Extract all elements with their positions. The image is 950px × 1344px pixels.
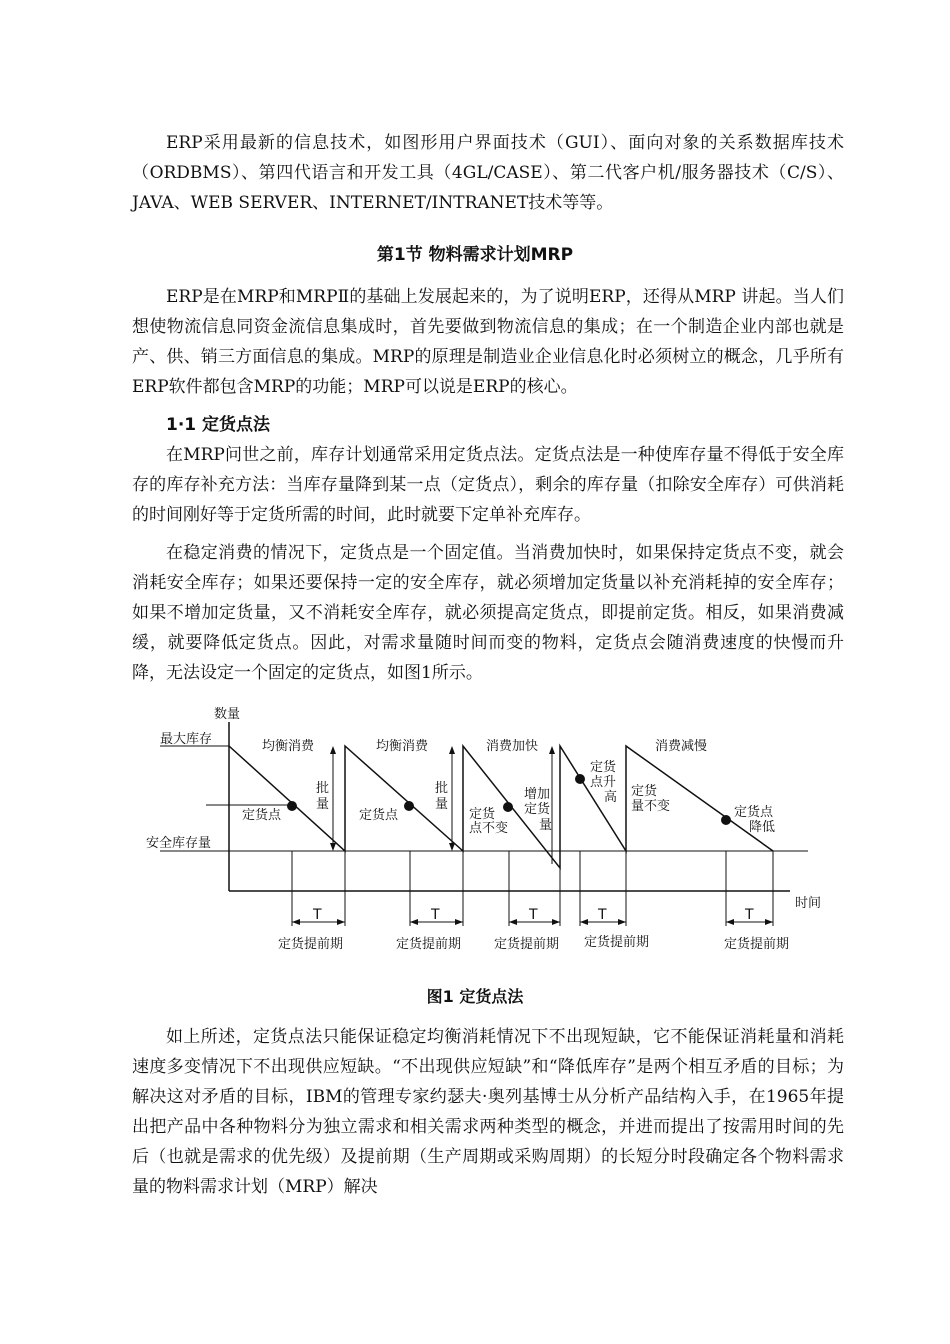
order-point-marker xyxy=(287,801,297,811)
lead-time-marker xyxy=(724,851,789,952)
lead-time-symbol: T xyxy=(598,907,607,923)
order-point-marker xyxy=(404,801,414,811)
batch-label: 量 xyxy=(316,797,330,812)
segment-label: 均衡消费 xyxy=(376,739,429,754)
order-point-lowered-label: 定货点 xyxy=(734,805,774,820)
lead-time-label: 定货提前期 xyxy=(724,937,790,952)
increase-arrow-head xyxy=(549,746,555,754)
y-axis-label: 数量 xyxy=(214,707,241,722)
paragraph-erp-tech: ERP采用最新的信息技术，如图形用户界面技术（GUI）、面向对象的关系数据库技术（ORDBMS）、第四代语言和开发工具（4GL/CASE）、第二代客户机/服务器技术（C/S）、JAVA、WEB SERVER、INTERNET/INTRANET技术等等。 xyxy=(132,133,844,213)
batch-label: 批 xyxy=(435,781,449,796)
order-point-unchanged-label: 定货 xyxy=(469,807,496,822)
batch-arrow-head-up xyxy=(449,746,455,754)
lead-time-marker xyxy=(396,851,463,952)
order-point-raised-label: 点升 xyxy=(590,775,617,790)
order-point-marker xyxy=(721,815,731,825)
order-point-lowered-label: 降低 xyxy=(749,820,776,835)
safety-stock-label: 安全库存量 xyxy=(146,836,212,851)
lead-time-symbol: T xyxy=(431,907,440,923)
inventory-curve xyxy=(229,746,776,868)
order-point-marker xyxy=(575,774,585,784)
lead-time-marker xyxy=(278,851,345,952)
order-qty-unchanged-label: 量不变 xyxy=(631,799,671,814)
order-point-label: 定货点 xyxy=(242,808,282,823)
lead-time-label: 定货提前期 xyxy=(278,937,344,952)
lead-time-label: 定货提前期 xyxy=(584,935,650,950)
batch-arrow-head-down xyxy=(330,843,336,851)
order-point-marker xyxy=(503,802,513,812)
increase-order-qty-label: 量 xyxy=(539,818,553,833)
lead-time-symbol: T xyxy=(529,907,538,923)
lead-time-label: 定货提前期 xyxy=(494,937,560,952)
batch-label: 量 xyxy=(435,797,449,812)
batch-arrow-head-up xyxy=(330,746,336,754)
paragraph-mrp-intro: ERP是在MRP和MRPⅡ的基础上发展起来的，为了说明ERP，还得从MRP 讲起。当人们想使物流信息同资金流信息集成时，首先要做到物流信息的集成；在一个制造企业内部也就是产、供、销三方面信息的集成。MRP的原理是制造业企业信息化时必须树立的概念，几乎所有ERP软件都包含MRP的功能；MRP可以说是ERP的核心。 xyxy=(132,287,844,397)
order-point-figure xyxy=(140,700,830,965)
lead-time-label: 定货提前期 xyxy=(396,937,462,952)
paragraph-conclusion: 如上所述，定货点法只能保证稳定均衡消耗情况下不出现短缺，它不能保证消耗量和消耗速度多变情况下不出现供应短缺。“不出现供应短缺”和“降低库存”是两个相互矛盾的目标；为解决这对矛盾的目标，IBM的管理专家约瑟夫·奥列基博士从分析产品结构入手，在1965年提出把产品中各种物料分为独立需求和相关需求两种类型的概念，并进而提出了按需用时间的先后（也就是需求的优先级）及提前期（生产周期或采购周期）的长短分时段确定各个物料需求量的物料需求计划（MRP）解决 xyxy=(132,1027,844,1197)
order-qty-unchanged-label: 定货 xyxy=(631,784,658,799)
x-axis-label: 时间 xyxy=(795,896,822,911)
figure-caption: 图1 定货点法 xyxy=(426,987,524,1006)
increase-order-qty-label: 定货 xyxy=(524,802,551,817)
lead-time-marker xyxy=(494,851,560,952)
segment-label: 消费加快 xyxy=(486,739,539,754)
max-stock-label: 最大库存 xyxy=(160,732,213,747)
segment-label: 均衡消费 xyxy=(262,739,315,754)
paragraph-order-point: 在MRP问世之前，库存计划通常采用定货点法。定货点法是一种使库存量不得低于安全库存的库存补充方法：当库存量降到某一点（定货点），剩余的库存量（扣除安全库存）可供消耗的时间刚好等于定货所需的时间，此时就要下定单补充库存。 xyxy=(132,445,844,525)
order-point-raised-label: 高 xyxy=(604,790,618,805)
order-point-raised-label: 定货 xyxy=(590,760,617,775)
increase-order-qty-label: 增加 xyxy=(524,787,551,802)
lead-time-marker xyxy=(580,851,649,950)
batch-arrow-head-down xyxy=(449,843,455,851)
batch-label: 批 xyxy=(316,781,330,796)
order-point-label: 定货点 xyxy=(359,808,399,823)
order-point-unchanged-label: 点不变 xyxy=(469,821,509,836)
paragraph-stable-consumption: 在稳定消费的情况下，定货点是一个固定值。当消费加快时，如果保持定货点不变，就会消耗安全库存；如果还要保持一定的安全库存，就必须增加定货量以补充消耗掉的安全库存；如果不增加定货量，又不消耗安全库存，就必须提高定货点，即提前定货。相反，如果消费减缓，就要降低定货点。因此，对需求量随时间而变的物料，定货点会随消费速度的快慢而升降，无法设定一个固定的定货点，如图1所示。 xyxy=(132,543,844,683)
lead-time-symbol: T xyxy=(745,907,754,923)
subsection-heading: 1·1 定货点法 xyxy=(166,415,271,435)
segment-label: 消费减慢 xyxy=(655,739,708,754)
lead-time-symbol: T xyxy=(313,907,322,923)
section-heading: 第1节 物料需求计划MRP xyxy=(376,245,574,265)
